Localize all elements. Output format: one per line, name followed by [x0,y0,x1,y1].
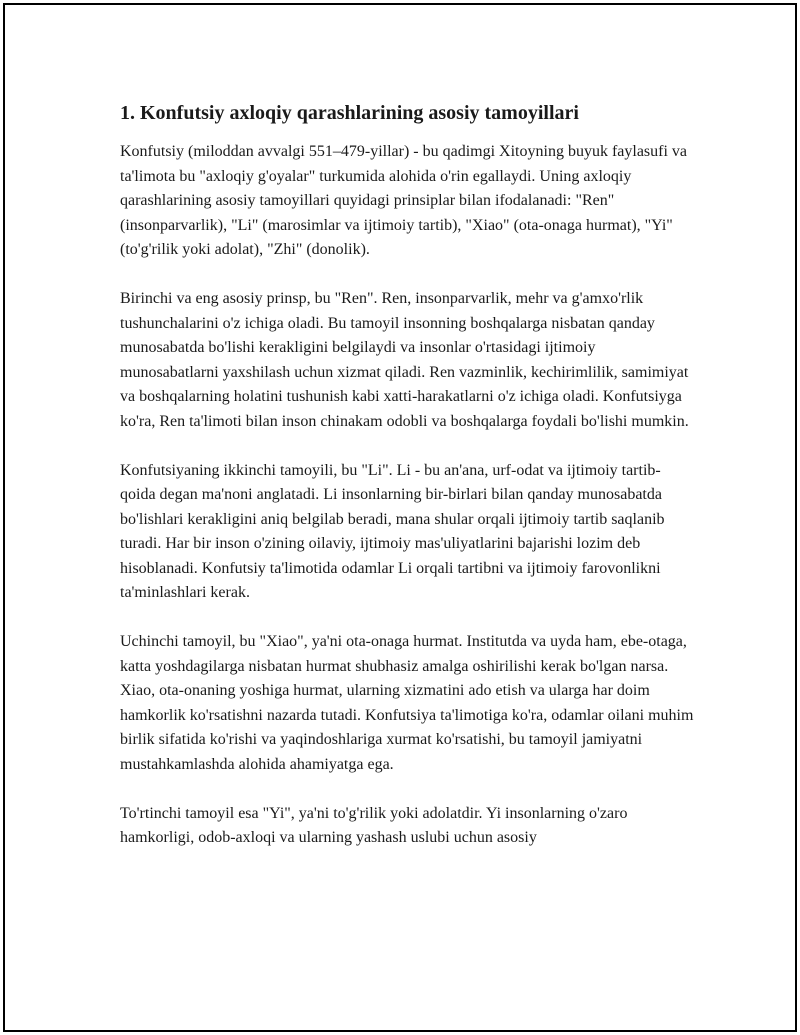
paragraph-xiao: Uchinchi tamoyil, bu "Xiao", ya'ni ota-onaga hurmat. Institutda va uyda ham, ebe-otaga, katta yoshdagilarga nisbatan hurmat shubhasiz amalga oshirilishi kerak bo'lgan narsa. Xiao, ota-onaning yoshiga hurmat, ularning xizmatini ado etish va ularga har doim hamkorlik ko'rsatishni nazarda tutadi. Konfutsiya ta'limotiga ko'ra, odamlar oilani muhim birlik sifatida ko'rishi va yaqindoshlariga xurmat ko'rsatishi, bu tamoyil jamiyatni mustahkamlashda alohida ahamiyatga ega. [120,633,694,773]
paragraph-yi: To'rtinchi tamoyil esa "Yi", ya'ni to'g'rilik yoki adolatdir. Yi insonlarning o'zaro hamkorligi, odob-axloqi va ularning yashash uslubi uchun asosiy [120,804,628,846]
section-heading: 1. Konfutsiy axloqiy qarashlarining asosiy tamoyillari [120,102,579,124]
paragraph-ren: Birinchi va eng asosiy prinsp, bu "Ren". Ren, insonparvarlik, mehr va g'amxo'rlik tushunchalarini o'z ichiga oladi. Bu tamoyil insonning boshqalarga nisbatan qanday munosabatda bo'lishi kerakligini belgilaydi va insonlar o'rtasidagi ijtimoiy munosabatlarni yaxshilash uchun xizmat qiladi. Ren vazminlik, kechirimlilik, samimiyat va boshqalarning holatini tushunish kabi xatti-harakatlarni o'z ichiga oladi. Konfutsiyga ko'ra, Ren ta'limoti bilan inson chinakam odobli va boshqalarga foydali bo'lishi mumkin. [120,290,689,430]
document-body [120,100,695,875]
paragraph-intro: Konfutsiy (miloddan avvalgi 551–479-yillar) - bu qadimgi Xitoyning buyuk faylasufi va ta'limota bu "axloqiy g'oyalar" turkumida alohida o'rin egallaydi. Uning axloqiy qarashlarining asosiy tamoyillari quyidagi prinsiplar bilan ifodalanadi: "Ren" (insonparvarlik), "Li" (marosimlar va ijtimoiy tartib), "Xiao" (ota-onaga hurmat), "Yi" (to'g'rilik yoki adolat), "Zhi" (donolik). [120,143,688,258]
document-page [3,3,797,1032]
paragraph-li: Konfutsiyaning ikkinchi tamoyili, bu "Li". Li - bu an'ana, urf-odat va ijtimoiy tartib-qoida degan ma'noni anglatadi. Li insonlarning bir-birlari bilan qanday munosabatda bo'lishlari kerakligini aniq belgilab beradi, mana shular orqali ijtimoiy tartib saqlanib turadi. Har bir inson o'zining oilaviy, ijtimoiy mas'uliyatlarini bajarishi lozim deb hisoblanadi. Konfutsiy ta'limotida odamlar Li orqali tartibni va ijtimoiy farovonlikni ta'minlashlari kerak. [120,461,665,601]
